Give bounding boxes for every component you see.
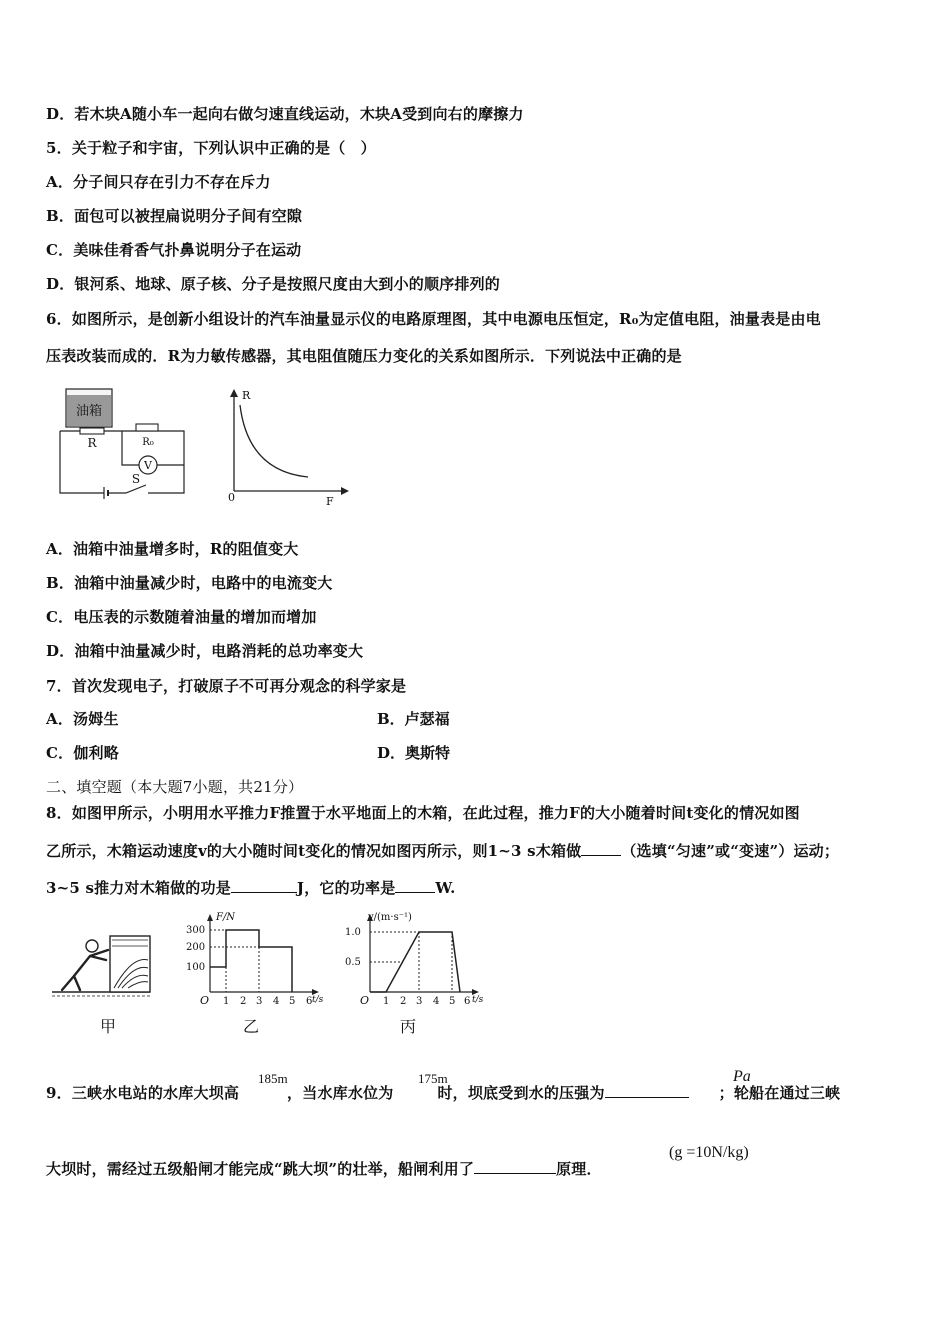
q6-option-c: C．电压表的示数随着油量的增加而增加 xyxy=(46,608,317,626)
q8-blank-3[interactable] xyxy=(395,878,435,893)
q8-blank-2[interactable] xyxy=(231,878,297,893)
q8-line2-part1: 乙所示，木箱运动速度v的大小随时间t变化的情况如图丙所示，则1~3 s木箱做 xyxy=(46,842,582,860)
r-f-graph xyxy=(228,389,349,508)
q8-stem-line3 xyxy=(46,877,456,898)
person-pushing-box xyxy=(52,936,150,996)
f-t-xtick: 1 xyxy=(223,996,230,1005)
f-t-xtick: 2 xyxy=(240,996,247,1005)
switch-s xyxy=(126,485,146,493)
switch-label: S xyxy=(131,472,141,486)
v-t-ytick: 0.5 xyxy=(345,957,361,968)
graph-x-label: F xyxy=(326,495,334,508)
resistor-r xyxy=(80,428,104,434)
q6-figure xyxy=(52,383,362,513)
q9-line2-part1: 大坝时，需经过五级船闸才能完成“跳大坝”的壮举，船闸利用了 xyxy=(46,1160,475,1178)
q9-blank-2[interactable] xyxy=(474,1159,556,1174)
voltmeter-label: V xyxy=(144,459,152,472)
f-t-xtick: 5 xyxy=(289,996,296,1005)
q6-stem-line1: 6．如图所示，是创新小组设计的汽车油量显示仪的电路原理图，其中电源电压恒定，R₀为定值电阻，油量表是由电 xyxy=(46,310,821,328)
q9-line1-part1: 9．三峡水电站的水库大坝高 xyxy=(46,1084,240,1102)
v-t-graph xyxy=(345,912,484,1005)
v-t-xtick: 4 xyxy=(433,996,440,1005)
v-t-xtick: 5 xyxy=(449,996,456,1005)
v-t-xtick: 6 xyxy=(464,996,471,1005)
q6-option-d: D．油箱中油量减少时，电路消耗的总功率变大 xyxy=(46,642,364,660)
graph-origin: 0 xyxy=(228,491,235,504)
v-t-origin: O xyxy=(360,994,370,1005)
water-level-value: 175m xyxy=(418,1071,448,1086)
dam-height-value: 185m xyxy=(258,1071,288,1086)
figure-caption-bing: 丙 xyxy=(400,1017,417,1036)
q8-stem-line1: 8．如图甲所示，小明用水平推力F推置于水平地面上的木箱，在此过程，推力F的大小随着时间t变化的情况如图 xyxy=(46,804,800,822)
resistor-r-label: R xyxy=(87,436,97,450)
v-t-xtick: 3 xyxy=(416,996,423,1005)
f-t-ylabel: F/N xyxy=(216,912,236,923)
q9-line1-part2: ，当水库水位为 xyxy=(287,1084,394,1102)
graph-y-label: R xyxy=(242,389,251,402)
q7-stem: 7．首次发现电子，打破原子不可再分观念的科学家是 xyxy=(46,677,407,695)
q4-option-d: D．若木块A随小车一起向右做匀速直线运动，木块A受到向右的摩擦力 xyxy=(46,105,524,123)
tank-label: 油箱 xyxy=(75,404,103,419)
q9-line1-part3: 时，坝底受到水的压强为 xyxy=(437,1084,605,1102)
q5-option-c: C．美味佳肴香气扑鼻说明分子在运动 xyxy=(46,241,302,259)
q5-option-a: A．分子间只存在引力不存在斥力 xyxy=(46,173,271,191)
pressure-unit: Pa xyxy=(733,1068,751,1085)
q7-option-d: D．奥斯特 xyxy=(377,744,451,762)
q8-line3-part1: 3~5 s推力对木箱做的功是 xyxy=(46,879,231,897)
figure-caption-yi: 乙 xyxy=(243,1017,260,1036)
f-t-xtick: 4 xyxy=(273,996,280,1005)
q7-option-c: C．伽利略 xyxy=(46,744,119,762)
q9-line2-part2: 原理． xyxy=(556,1160,602,1178)
q9-blank-1[interactable] xyxy=(605,1083,689,1098)
q5-option-d: D．银河系、地球、原子核、分子是按照尺度由大到小的顺序排列的 xyxy=(46,275,501,293)
q6-stem-line2: 压表改装而成的．R为力敏传感器，其电阻值随压力变化的关系如图所示．下列说法中正确的是 xyxy=(46,347,682,365)
q8-stem-line2 xyxy=(46,840,839,861)
q9-line1-part4: ；轮船在通过三峡 xyxy=(718,1084,841,1102)
v-t-xtick: 2 xyxy=(400,996,407,1005)
f-t-xtick: 6 xyxy=(306,996,313,1005)
q8-figure xyxy=(50,910,490,1005)
f-t-ytick: 300 xyxy=(186,925,206,936)
v-t-ytick: 1.0 xyxy=(345,927,361,938)
figure-caption-jia: 甲 xyxy=(100,1017,117,1036)
f-t-xlabel: t/s xyxy=(312,995,324,1005)
q6-option-b: B．油箱中油量减少时，电路中的电流变大 xyxy=(46,574,333,592)
section-2-heading: 二、填空题（本大题7小题，共21分） xyxy=(46,778,304,796)
resistor-r0 xyxy=(136,424,158,431)
oil-tank xyxy=(66,389,112,427)
q8-line3-part3: W. xyxy=(435,879,456,897)
f-t-ytick: 100 xyxy=(186,962,206,973)
q7-option-b: B．卢瑟福 xyxy=(377,710,450,728)
f-t-graph xyxy=(186,912,324,1005)
v-t-xtick: 1 xyxy=(383,996,390,1005)
resistor-r0-label: R₀ xyxy=(142,437,154,448)
f-t-xtick: 3 xyxy=(256,996,263,1005)
q8-line3-part2: J，它的功率是 xyxy=(296,879,396,897)
q7-option-a: A．汤姆生 xyxy=(46,710,119,728)
q6-option-a: A．油箱中油量增多时，R的阻值变大 xyxy=(46,540,299,558)
q8-blank-1[interactable] xyxy=(581,841,621,856)
q5-option-b: B．面包可以被捏扁说明分子间有空隙 xyxy=(46,207,303,225)
q8-line2-part2: （选填“匀速”或“变速”）运动； xyxy=(621,842,840,860)
v-t-xlabel: t/s xyxy=(472,995,484,1005)
q5-stem: 5．关于粒子和宇宙，下列认识中正确的是（ ） xyxy=(46,139,376,157)
f-t-ytick: 200 xyxy=(186,942,206,953)
f-t-origin: O xyxy=(200,994,210,1005)
q9-stem-line2 xyxy=(46,1158,602,1179)
g-value-note: (g =10N/kg) xyxy=(669,1144,749,1161)
v-t-ylabel: v/(m·s⁻¹) xyxy=(368,912,412,923)
